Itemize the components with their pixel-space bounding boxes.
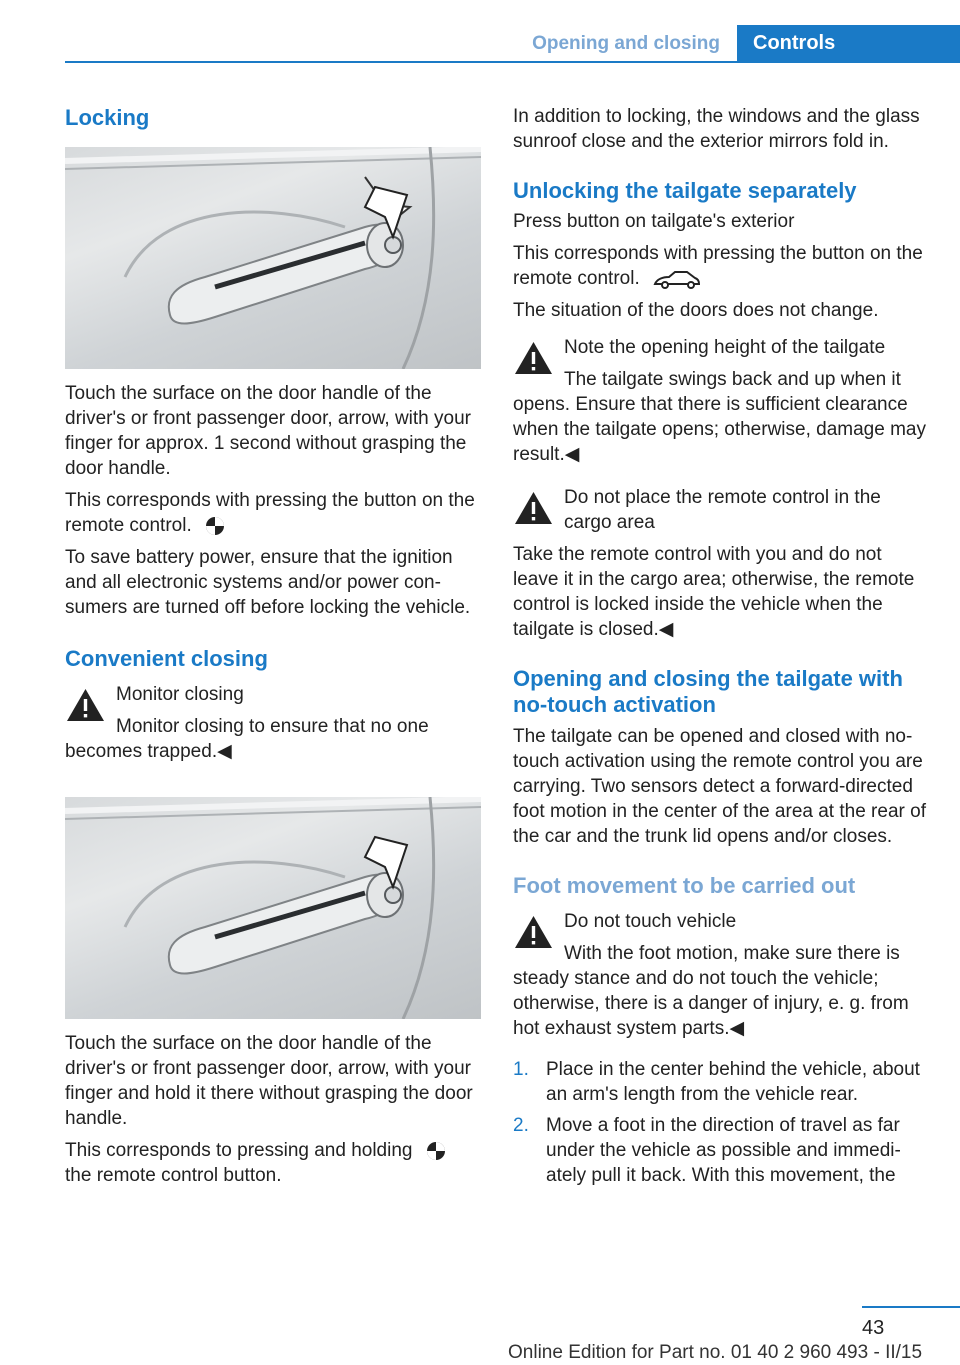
- page-number: 43: [862, 1317, 885, 1339]
- warning-title: Monitor closing: [116, 684, 244, 705]
- step-text: Move a foot in the direction of travel as far under the vehicle as possible and immediately pull it back. With this movement, the: [546, 1115, 901, 1186]
- step-number: 1.: [513, 1059, 529, 1080]
- right-paragraph-1: In addition to locking, the windows and the glass sunroof close and the exterior mirrors fold in.: [513, 106, 920, 152]
- closing-paragraph-2-text-b: the remote control button.: [65, 1165, 282, 1186]
- heading-no-touch: Opening and closing the tailgate with no-touch activation: [513, 666, 903, 717]
- list-item: [513, 1057, 929, 1107]
- locking-paragraph-3: To save battery power, ensure that the ignition and all electronic systems and/or power consumers are turned off before locking the vehicle.: [65, 547, 471, 618]
- locking-paragraph-1: Touch the surface on the door handle of the driver's or front passenger door, arrow, with your finger for approx. 1 second without grasping the door handle.: [65, 383, 471, 479]
- heading-foot-movement: Foot movement to be carried out: [513, 873, 856, 898]
- warning-body: The tailgate swings back and up when it opens. Ensure that there is sufficient clearance when the tailgate opens; otherwise, damage may result.◀: [513, 369, 926, 465]
- door-handle-image-2: [65, 797, 481, 1019]
- tailgate-button-icon: [653, 269, 701, 289]
- warning-opening-height: [513, 335, 929, 467]
- tailgate-paragraph-3: The situation of the doors does not change.: [513, 300, 879, 321]
- warning-body: Monitor closing to ensure that no one becomes trapped.◀: [65, 716, 429, 762]
- heading-locking: Locking: [65, 105, 150, 130]
- lock-button-icon: [426, 1141, 446, 1161]
- warning-title: Note the opening height of the tailgate: [564, 337, 886, 358]
- heading-unlocking-tailgate: Unlocking the tailgate separately: [513, 178, 857, 203]
- step-number: 2.: [513, 1115, 529, 1136]
- footer-edition: Online Edition for Part no. 01 40 2 960 493 - II/15: [508, 1342, 923, 1363]
- tailgate-paragraph-2: [513, 241, 929, 291]
- footer-rule: [862, 1306, 960, 1308]
- warning-remote-cargo: [513, 485, 929, 642]
- door-handle-image-1: [65, 147, 481, 369]
- locking-paragraph-2: [65, 488, 481, 538]
- warning-title: Do not touch vehicle: [564, 911, 737, 932]
- closing-paragraph-1: Touch the surface on the door handle of the driver's or front passenger door, arrow, with your finger and hold it there without grasping the door handle.: [65, 1033, 473, 1129]
- closing-paragraph-2-text-a: This corresponds to pressing and holding: [65, 1140, 413, 1161]
- header-chapter-tab: Controls: [737, 25, 960, 62]
- list-item: [513, 1113, 929, 1188]
- warning-monitor-closing: [65, 682, 481, 764]
- warning-body: With the foot motion, make sure there is steady stance and do not touch the vehicle; otherwise, there is a danger of injury, e. g. from hot exhaust system parts.◀: [513, 943, 909, 1039]
- warning-triangle-icon: [513, 914, 554, 950]
- door-handle-illustration: [65, 147, 481, 369]
- warning-title: Do not place the remote control in the cargo area: [564, 487, 881, 533]
- foot-movement-steps: [513, 1057, 929, 1188]
- no-touch-paragraph: The tailgate can be opened and closed with no-touch activation using the remote control you are carrying. Two sensors detect a forward-directed foot motion in the center of the area at the rear of the car and the trunk lid opens and/or closes.: [513, 726, 926, 847]
- warning-triangle-icon: [513, 490, 554, 526]
- warning-triangle-icon: [65, 687, 106, 723]
- header-rule: [65, 61, 960, 63]
- warning-do-not-touch: [513, 909, 929, 1041]
- header-section-title: Opening and closing: [532, 33, 720, 54]
- heading-convenient-closing: Convenient closing: [65, 646, 268, 671]
- door-handle-illustration-2: [65, 797, 481, 1019]
- left-column: [65, 100, 481, 1188]
- step-text: Place in the center behind the vehicle, about an arm's length from the vehicle rear.: [546, 1059, 920, 1105]
- closing-paragraph-2: [65, 1138, 481, 1188]
- tailgate-paragraph-2-text: This corresponds with pressing the button on the remote control.: [513, 243, 923, 289]
- page-header: [0, 0, 960, 62]
- warning-triangle-icon: [513, 340, 554, 376]
- lock-button-icon: [205, 516, 225, 536]
- tailgate-paragraph-1: Press button on tailgate's exterior: [513, 211, 795, 232]
- right-column: [513, 100, 929, 1194]
- warning-body: Take the remote control with you and do not leave it in the cargo area; otherwise, the remote control is locked inside the vehicle when the tailgate is closed.◀: [513, 544, 915, 640]
- locking-paragraph-2-text: This corresponds with pressing the button on the remote control.: [65, 490, 475, 536]
